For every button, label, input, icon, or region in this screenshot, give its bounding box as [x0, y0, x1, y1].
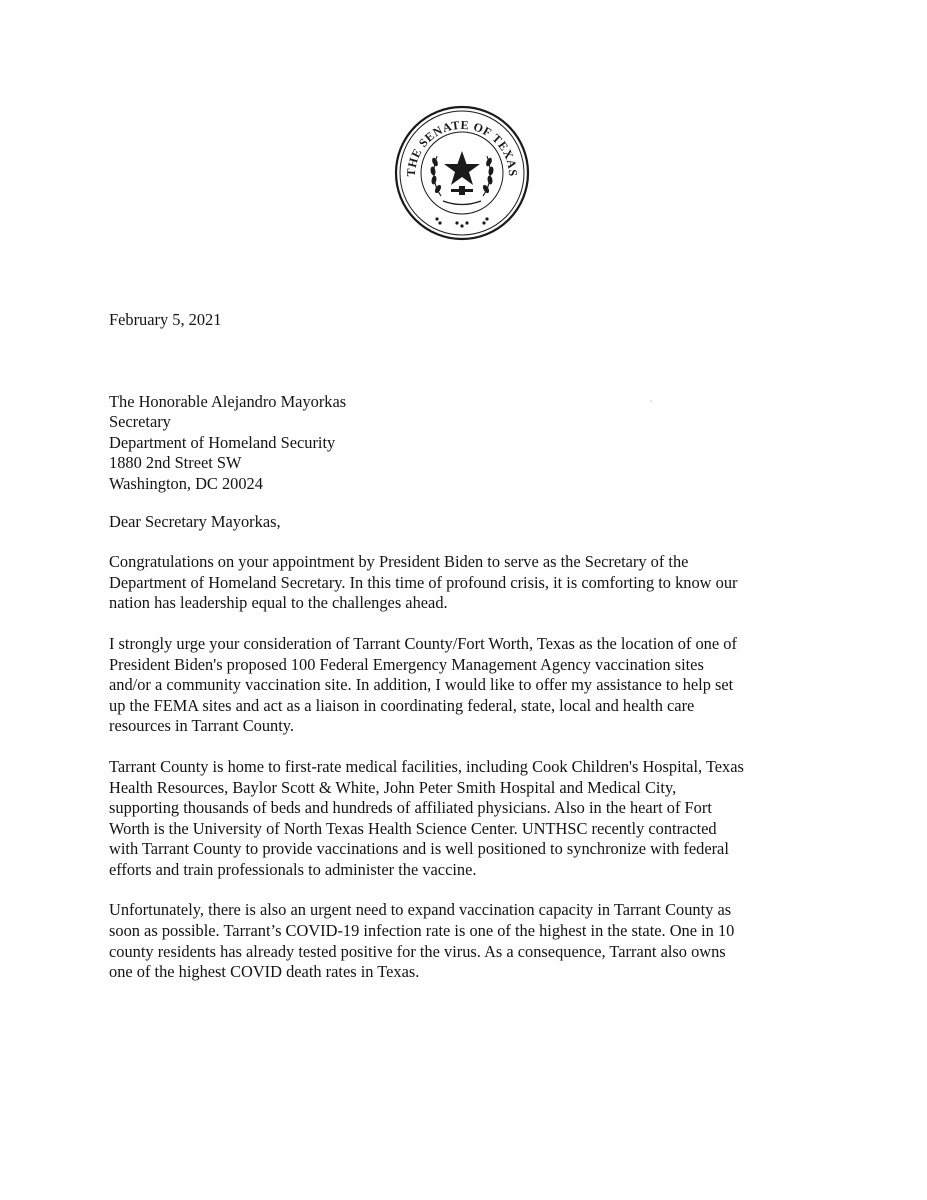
address-line: Secretary: [109, 412, 171, 432]
senate-of-texas-seal-icon: [393, 104, 531, 242]
paragraph-congratulations: Congratulations on your appointment by President Biden to serve as the Secretary of the Department of Homeland Secretary. In this time of profound crisis, it is comforting to know our nation has leadership equal to the challenges ahead.: [109, 552, 738, 613]
paragraph-urgent-need: Unfortunately, there is also an urgent need to expand vaccination capacity in Tarrant County as soon as possible. Tarrant’s COVID-19 infection rate is one of the highest in the state. One in 10 county residents has already tested positive for the virus. As a consequence, Tarrant also owns one of the highest COVID death rates in Texas.: [109, 900, 735, 982]
address-line: Department of Homeland Security: [109, 432, 336, 452]
paragraph-medical-facilities: Tarrant County is home to first-rate medical facilities, including Cook Children's Hospital, Texas Health Resources, Baylor Scott & White, John Peter Smith Hospital and Medical City, supporting thousands of beds and hundreds of affiliated physicians. Also in the heart of Fort Worth is the University of North Texas Health Science Center. UNTHSC recently contracted with Tarrant County to provide vaccinations and is well positioned to synchronize with federal efforts and train professionals to administer the vaccine.: [109, 756, 744, 879]
address-line: 1880 2nd Street SW: [109, 453, 242, 473]
svg-text:THE SENATE OF TEXAS: THE SENATE OF TEXAS: [403, 117, 521, 178]
letter-body: [109, 310, 829, 983]
paragraph-request: I strongly urge your consideration of Tarrant County/Fort Worth, Texas as the location of one of President Biden's proposed 100 Federal Emergency Management Agency vaccination sites and/or a community vaccination site. In addition, I would like to offer my assistance to help set up the FEMA sites and act as a liaison in coordinating federal, state, local and health care resources in Tarrant County.: [109, 633, 737, 736]
salutation: Dear Secretary Mayorkas,: [109, 511, 281, 531]
address-line: Washington, DC 20024: [109, 473, 263, 493]
address-line: The Honorable Alejandro Mayorkas: [109, 391, 347, 411]
letter-date: February 5, 2021: [109, 310, 222, 329]
recipient-address: [109, 392, 829, 495]
